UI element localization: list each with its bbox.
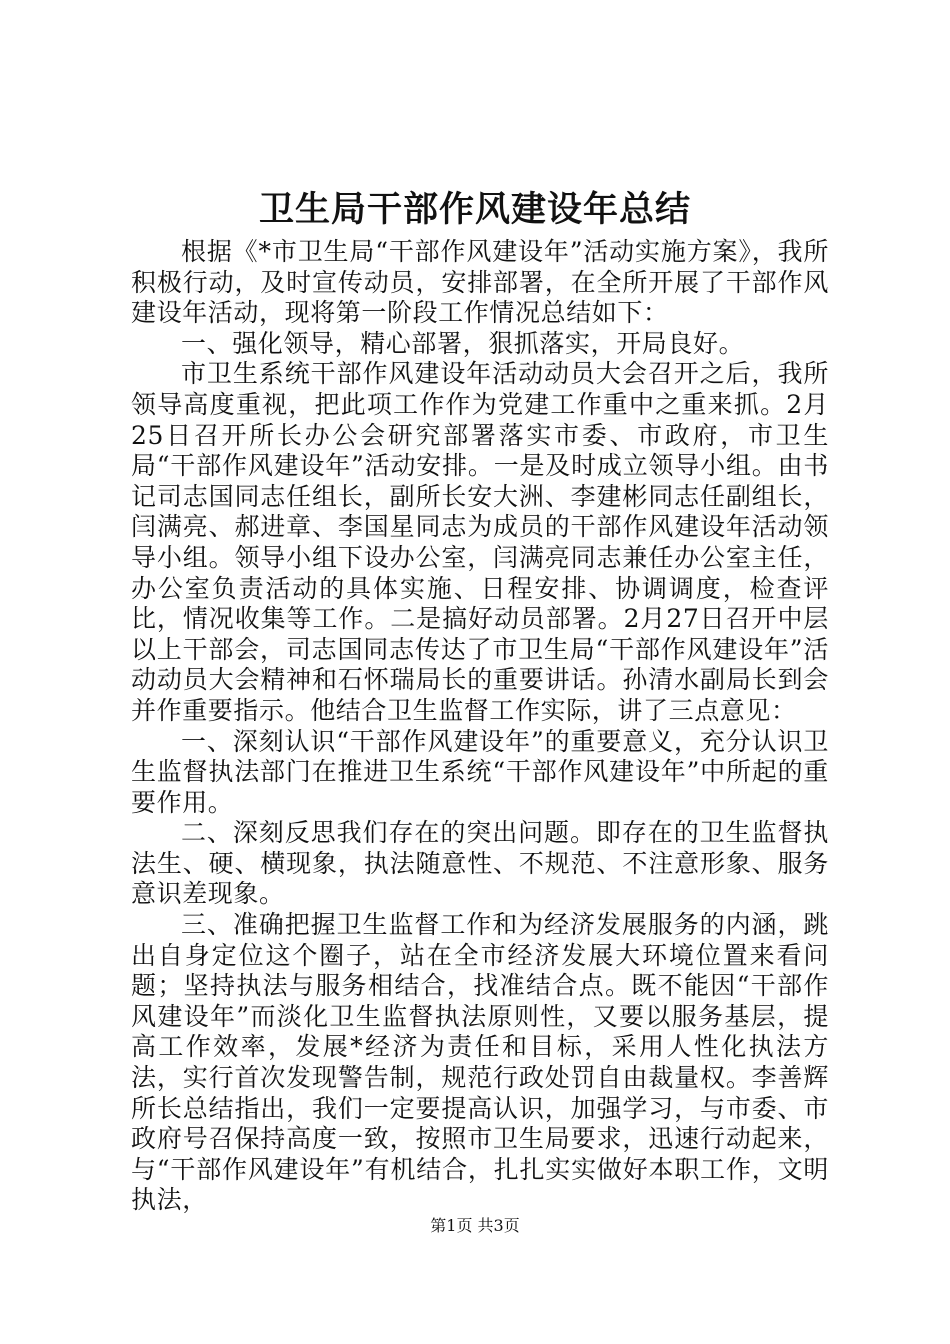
paragraph-point-3: 三、准确把握卫生监督工作和为经济发展服务的内涵，跳出自身定位这个圈子，站在全市经济发展大环境位置来看问题；坚持执法与服务相结合，找准结合点。既不能因“干部作风建设年”而淡化卫生监督执法原则性，又要以服务基层，提高工作效率，发展*经济为责任和目标，采用人性化执法方法，实行首次发现警告制，规范行政处罚自由裁量权。李善辉所长总结指出，我们一定要提高认识，加强学习，与市委、市政府号召保持高度一致，按照市卫生局要求，迅速行动起来，与“干部作风建设年”有机结合，扎扎实实做好本职工作，文明执法， <box>131 910 829 1215</box>
paragraph-section-body-1: 市卫生系统干部作风建设年活动动员大会召开之后，我所领导高度重视，把此项工作作为党建工作重中之重来抓。2月25日召开所长办公会研究部署落实市委、市政府，市卫生局“干部作风建设年”活动安排。一是及时成立领导小组。由书记司志国同志任组长，副所长安大洲、李建彬同志任副组长，闫满亮、郝进章、李国星同志为成员的干部作风建设年活动领导小组。领导小组下设办公室，闫满亮同志兼任办公室主任，办公室负责活动的具体实施、日程安排、协调调度，检查评比，情况收集等工作。二是搞好动员部署。2月27日召开中层以上干部会，司志国同志传达了市卫生局“干部作风建设年”活动动员大会精神和石怀瑞局长的重要讲话。孙清水副局长到会并作重要指示。他结合卫生监督工作实际，讲了三点意见： <box>131 359 829 725</box>
paragraph-point-2: 二、深刻反思我们存在的突出问题。即存在的卫生监督执法生、硬、横现象，执法随意性、不规范、不注意形象、服务意识差现象。 <box>131 818 829 909</box>
document-body <box>131 237 829 1216</box>
paragraph-intro: 根据《*市卫生局“干部作风建设年”活动实施方案》，我所积极行动，及时宣传动员，安排部署，在全所开展了干部作风建设年活动，现将第一阶段工作情况总结如下： <box>131 237 829 328</box>
document-title: 卫生局干部作风建设年总结 <box>258 189 691 230</box>
paragraph-point-1: 一、深刻认识“干部作风建设年”的重要意义，充分认识卫生监督执法部门在推进卫生系统“干部作风建设年”中所起的重要作用。 <box>131 726 829 817</box>
page-number-footer: 第1页 共3页 <box>430 1216 520 1235</box>
paragraph-section-heading-1: 一、强化领导，精心部署，狠抓落实，开局良好。 <box>181 328 745 358</box>
